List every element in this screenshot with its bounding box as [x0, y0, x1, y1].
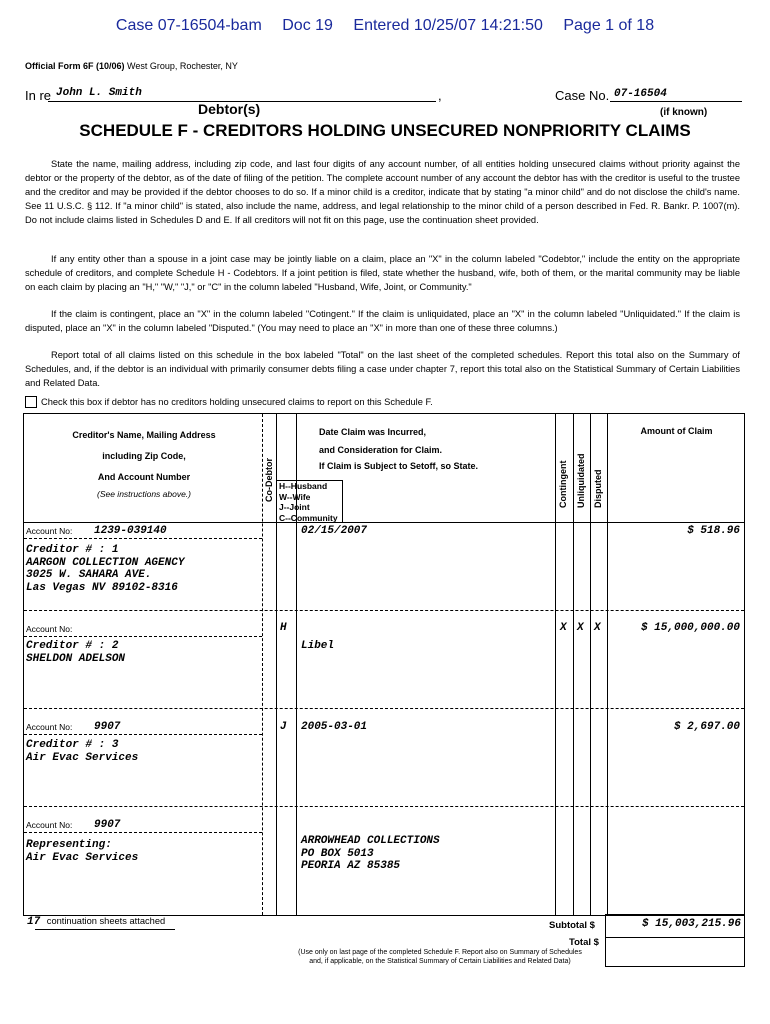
creditor-line: Creditor # : 3: [26, 739, 119, 751]
doc-number-header: Doc 19: [282, 17, 333, 34]
no-creditors-checkbox-label: Check this box if debtor has no creditors holding unsecured claims to report on this Schedule F.: [41, 397, 433, 407]
date-header-1: Date Claim was Incurred,: [319, 427, 427, 437]
instructions-paragraph-1: State the name, mailing address, including zip code, and last four digits of any account number, of all entities holding unsecured claims without priority against the debtor or the property of the debtor, as of the date of filing of the petition. The complete account number of any account the debtor has with the creditor is useful to the trustee and the creditor and may be provided if the debtor chooses to do so. If a minor child is a creditor, indicate that by stating "a minor child" and do not disclose the child's name. See 11 U.S.C. § 112. If "a minor child" is stated, also include the name, address, and legal relationship to the minor child of a person described in Fed. R. Bankr. P. 1007(m). Do not include claims listed in Schedules D and E. If all creditors will not fit on this page, use the continuation sheet provided.: [25, 159, 740, 225]
publisher: West Group, Rochester, NY: [127, 61, 238, 71]
creditor-header-4: (See instructions above.): [96, 489, 192, 499]
case-no-value: 07-16504: [614, 88, 667, 100]
unliquidated-header: Unliquidated: [576, 453, 586, 508]
date-header-2: and Consideration for Claim.: [319, 445, 443, 455]
date-header-3: If Claim is Subject to Setoff, so State.: [319, 461, 479, 471]
creditors-table: [23, 413, 745, 916]
hwjc-value: J: [280, 721, 287, 733]
account-divider: [24, 734, 262, 735]
col-divider: [607, 414, 608, 915]
creditor-block: [26, 544, 184, 594]
account-divider: [24, 832, 262, 833]
creditor-block: [26, 640, 125, 665]
debtor-name: John L. Smith: [56, 87, 142, 99]
amount-header: Amount of Claim: [640, 426, 713, 436]
creditor-header-1: Creditor's Name, Mailing Address: [72, 430, 216, 440]
creditor-line: Creditor # : 2: [26, 640, 119, 652]
debtors-label: Debtor(s): [198, 101, 261, 117]
representing-block: [301, 835, 440, 873]
instructions-paragraph-3: If the claim is contingent, place an "X" in the column labeled "Cotingent." If the claim is unliquidated, place an "X" in the column labeled "Unliquidated." If the claim is disputed, place an "X" in the column labeled "Disputed." (You may need to place an "X" in more than one of these three columns.): [25, 309, 740, 333]
case-no-line: [610, 101, 742, 102]
row-divider: [24, 806, 744, 807]
creditor-line: SHELDON ADELSON: [26, 652, 126, 665]
husband-legend: H--Husband: [279, 481, 328, 491]
instructions-paragraph-4: Report total of all claims listed on this schedule in the box labeled "Total" on the last sheet of the completed schedules. Report this total also on the Summary of Schedules, and, if the debtor is an individual with primarily consumer debts filing a case under chapter 7, report this total also on the Statistical Summary of Certain Liabilities and Related Data.: [25, 350, 740, 388]
creditor-block: [26, 839, 138, 864]
account-no-label: Account No:: [26, 526, 73, 536]
row-divider: [24, 708, 744, 709]
creditor-line: AARGON COLLECTION AGENCY: [26, 556, 185, 569]
claim-date: 2005-03-01: [301, 721, 368, 733]
col-divider: [590, 414, 591, 915]
creditor-line: Creditor # : 1: [26, 544, 119, 556]
representing-line: PO BOX 5013: [301, 847, 374, 860]
unliquidated-value: X: [577, 622, 584, 634]
account-no-label: Account No:: [26, 722, 73, 732]
total-note-line: (Use only on last page of the completed Schedule F. Report also on Summary of Schedules: [298, 949, 582, 956]
total-box: [605, 936, 745, 967]
joint-legend: J--Joint: [279, 502, 310, 512]
case-no-label: Case No.: [555, 88, 610, 103]
contingent-header: Contingent: [558, 460, 568, 508]
in-re-label: In re: [25, 88, 52, 103]
form-id: Official Form 6F (10/06): [25, 61, 125, 71]
claim-amount: $ 518.96: [687, 525, 740, 537]
disputed-header: Disputed: [593, 469, 603, 508]
claim-amount: $ 15,000,000.00: [640, 622, 740, 634]
account-no-label: Account No:: [26, 820, 73, 830]
disputed-value: X: [594, 622, 601, 634]
community-legend: C--Community: [279, 512, 338, 523]
contingent-value: X: [560, 622, 567, 634]
account-no-label: Account No:: [26, 624, 73, 634]
total-note: [280, 948, 600, 966]
account-no-value: 9907: [94, 721, 121, 733]
entered-header: Entered 10/25/07 14:21:50: [353, 17, 543, 34]
col-divider: [573, 414, 574, 915]
hwjc-legend: [279, 481, 338, 523]
creditor-line: Air Evac Services: [26, 751, 139, 764]
account-no-value: 9907: [94, 819, 121, 831]
creditor-block: [26, 739, 138, 764]
page-header: Page 1 of 18: [563, 17, 655, 34]
claim-description: Libel: [301, 640, 335, 652]
col-divider: [555, 414, 556, 915]
representing-line: ARROWHEAD COLLECTIONS: [301, 835, 440, 847]
account-no-value: 1239-039140: [94, 525, 167, 537]
creditor-line: 3025 W. SAHARA AVE.: [26, 569, 152, 581]
subtotal-label: Subtotal $: [549, 920, 595, 931]
claim-date: 02/15/2007: [301, 525, 368, 537]
if-known-label: (if known): [660, 107, 708, 118]
filing-header: [0, 17, 770, 35]
claim-amount: $ 2,697.00: [673, 721, 740, 733]
subtotal-value: $ 15,003,215.96: [641, 918, 741, 930]
continuation-count: 17: [27, 916, 41, 928]
representing-line: PEORIA AZ 85385: [301, 860, 401, 872]
comma: ,: [438, 88, 442, 103]
total-note-line: and, if applicable, on the Statistical Summary of Certain Liabilities and Related Data): [309, 958, 571, 965]
header-divider: [24, 522, 744, 523]
page-title: SCHEDULE F - CREDITORS HOLDING UNSECURED NONPRIORITY CLAIMS: [79, 121, 691, 140]
hwjc-value: H: [280, 622, 287, 634]
creditor-line: Las Vegas NV 89102-8316: [26, 581, 178, 594]
col-divider: [262, 414, 263, 915]
creditor-header-3: And Account Number: [97, 472, 191, 482]
instructions-paragraph-2: If any entity other than a spouse in a joint case may be jointly liable on a claim, place an "X" in the column labeled "Codebtor," include the entity on the appropriate schedule of creditors, and complete Schedule H - Codebtors. If a joint petition is filed, state whether the husband, wife, both of them, or the marital community may be liable on each claim by placing an "H," "W," "J," or "C" in the column labeled "Husband, Wife, Joint, or Community.": [25, 254, 740, 292]
continuation-underline: [35, 929, 175, 930]
creditor-line: Representing:: [26, 839, 112, 851]
case-number-header: Case 07-16504-bam: [115, 17, 262, 34]
no-creditors-checkbox[interactable]: [25, 396, 37, 408]
continuation-sheets: [27, 916, 165, 928]
continuation-label: continuation sheets attached: [46, 916, 166, 926]
row-divider: [24, 610, 744, 611]
total-label: Total $: [569, 937, 599, 948]
creditor-line: Air Evac Services: [26, 851, 139, 864]
no-creditors-checkbox-row: [25, 396, 433, 408]
creditor-header-2: including Zip Code,: [102, 451, 186, 461]
account-divider: [24, 636, 262, 637]
wife-legend: W--Wife: [279, 491, 311, 502]
form-identifier: [25, 61, 238, 71]
codebtor-header: Co-Debtor: [264, 458, 274, 502]
account-divider: [24, 538, 262, 539]
